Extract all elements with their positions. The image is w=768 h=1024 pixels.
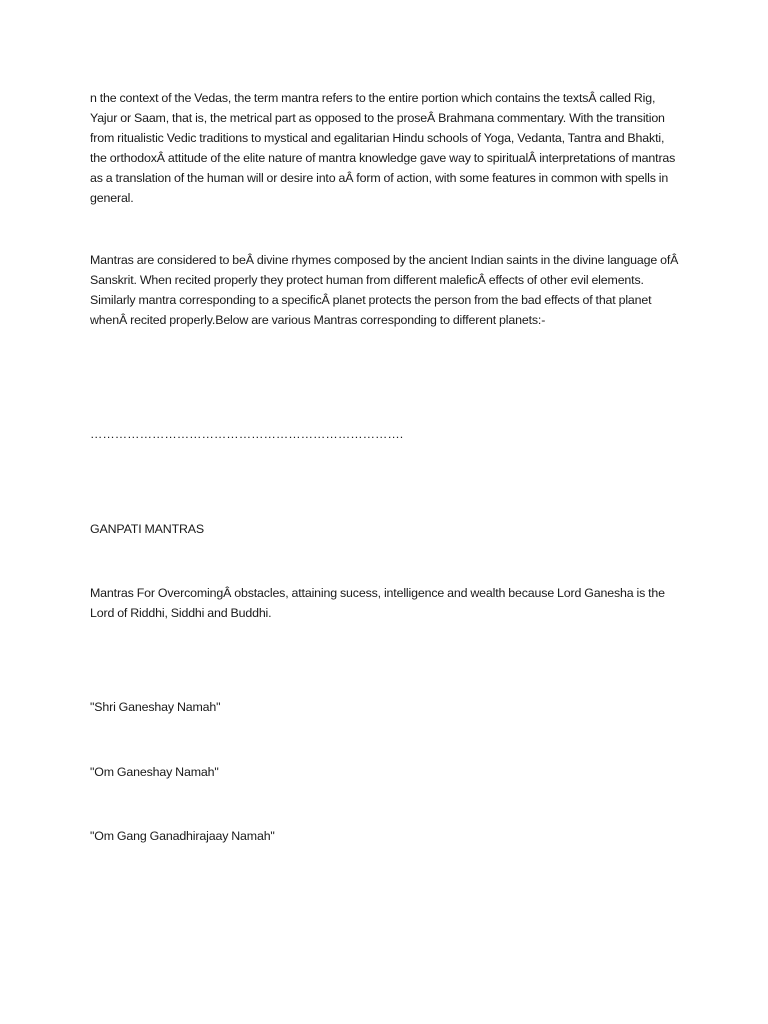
dotted-separator: …………………………………………………………………. (90, 427, 404, 441)
section-heading: GANPATI MANTRAS (90, 522, 205, 536)
mantra-item: "Om Gang Ganadhirajaay Namah" (90, 829, 275, 843)
section-intro: Mantras For OvercomingÂ obstacles, attaining sucess, intelligence and wealth because Lord Ganesha is the Lord of Riddhi, Siddhi and Buddhi. (90, 586, 665, 620)
mantra-item: "Shri Ganeshay Namah" (90, 700, 221, 714)
mantras-paragraph: Mantras are considered to beÂ divine rhymes composed by the ancient Indian saints in the divine language ofÂ Sanskrit. When recited properly they protect human from different maleficÂ effects of other evil elements. Similarly mantra corresponding to a specificÂ planet protects the person from the bad effects of that planet whenÂ recited properly.Below are various Mantras corresponding to different planets:- (90, 253, 679, 327)
mantra-item: "Om Ganeshay Namah" (90, 765, 219, 779)
intro-paragraph: n the context of the Vedas, the term mantra refers to the entire portion which contains the textsÂ called Rig, Yajur or Saam, that is, the metrical part as opposed to the proseÂ Brahmana commentary. With the transition from ritualistic Vedic traditions to mystical and egalitarian Hindu schools of Yoga, Vedanta, Tantra and Bhakti, the orthodoxÂ attitude of the elite nature of mantra knowledge gave way to spiritualÂ interpretations of mantras as a translation of the human will or desire into aÂ form of action, with some features in common with spells in general. (90, 91, 676, 205)
